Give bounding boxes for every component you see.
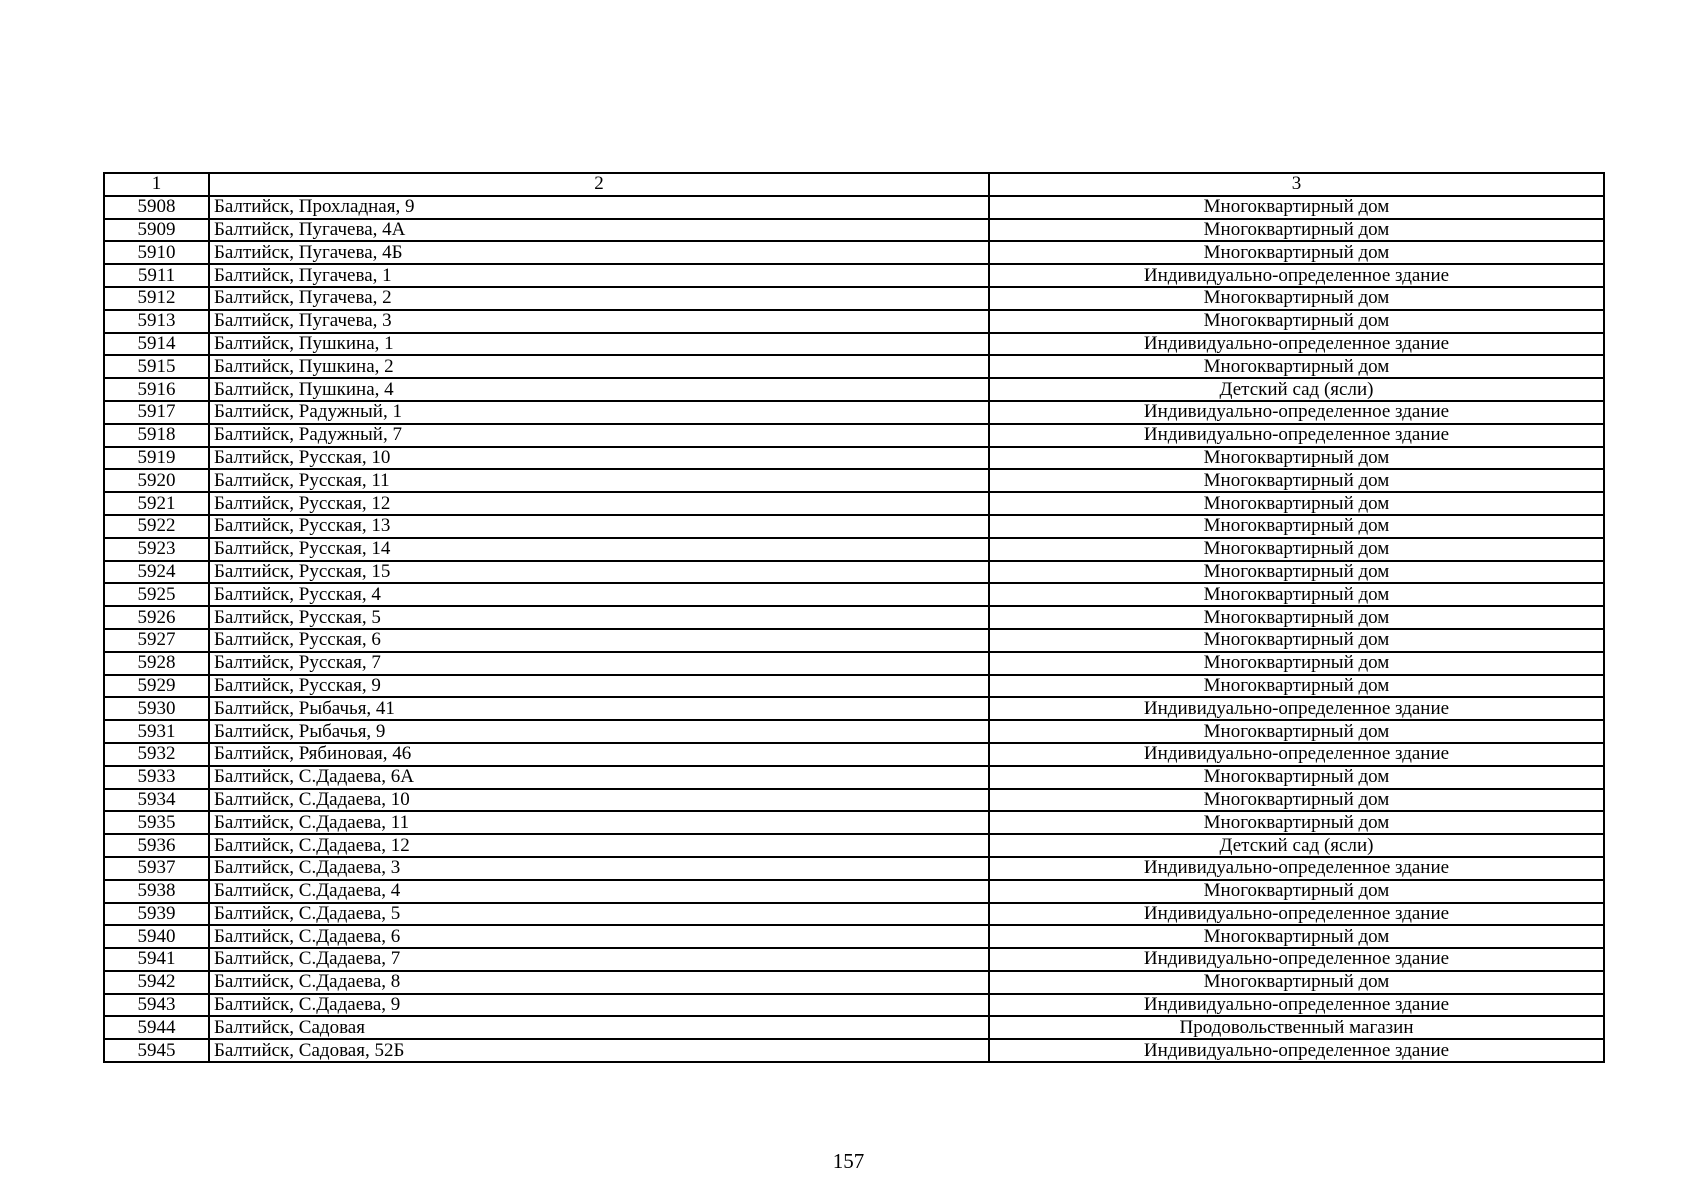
table-row	[104, 310, 1604, 333]
table-row	[104, 606, 1604, 629]
building-type-cell: Многоквартирный дом	[989, 241, 1604, 264]
row-number-cell: 5924	[104, 561, 209, 584]
row-number-cell: 5914	[104, 333, 209, 356]
address-cell: Балтийск, Русская, 9	[209, 675, 989, 698]
address-cell: Балтийск, Пушкина, 2	[209, 355, 989, 378]
building-type-cell: Многоквартирный дом	[989, 766, 1604, 789]
row-number-cell: 5910	[104, 241, 209, 264]
table-row	[104, 378, 1604, 401]
row-number-cell: 5918	[104, 424, 209, 447]
address-cell: Балтийск, С.Дадаева, 5	[209, 903, 989, 926]
building-type-cell: Многоквартирный дом	[989, 583, 1604, 606]
table-row	[104, 697, 1604, 720]
table-row	[104, 925, 1604, 948]
row-number-cell: 5922	[104, 515, 209, 538]
table-row	[104, 538, 1604, 561]
address-cell: Балтийск, Пушкина, 1	[209, 333, 989, 356]
table-row	[104, 948, 1604, 971]
row-number-cell: 5940	[104, 925, 209, 948]
address-cell: Балтийск, Пугачева, 1	[209, 264, 989, 287]
row-number-cell: 5912	[104, 287, 209, 310]
row-number-cell: 5933	[104, 766, 209, 789]
row-number-cell: 5928	[104, 652, 209, 675]
table-body	[104, 173, 1604, 1062]
address-cell: Балтийск, Русская, 13	[209, 515, 989, 538]
table-row	[104, 1016, 1604, 1039]
row-number-cell: 5942	[104, 971, 209, 994]
building-type-cell: Индивидуально-определенное здание	[989, 424, 1604, 447]
table-row	[104, 447, 1604, 470]
building-type-cell: Многоквартирный дом	[989, 652, 1604, 675]
table-row	[104, 629, 1604, 652]
table-row	[104, 789, 1604, 812]
building-type-cell: Многоквартирный дом	[989, 811, 1604, 834]
row-number-cell: 5909	[104, 219, 209, 242]
address-cell: Балтийск, С.Дадаева, 11	[209, 811, 989, 834]
table-row	[104, 652, 1604, 675]
row-number-cell: 5945	[104, 1039, 209, 1062]
address-cell: Балтийск, Пугачева, 4Б	[209, 241, 989, 264]
address-cell: Балтийск, Русская, 6	[209, 629, 989, 652]
row-number-cell: 5944	[104, 1016, 209, 1039]
table-row	[104, 720, 1604, 743]
address-cell: Балтийск, Рыбачья, 41	[209, 697, 989, 720]
table-row	[104, 333, 1604, 356]
address-cell: Балтийск, С.Дадаева, 12	[209, 834, 989, 857]
header-cell-1: 1	[104, 173, 209, 196]
row-number-cell: 5934	[104, 789, 209, 812]
address-cell: Балтийск, Пугачева, 2	[209, 287, 989, 310]
row-number-cell: 5923	[104, 538, 209, 561]
row-number-cell: 5931	[104, 720, 209, 743]
address-cell: Балтийск, С.Дадаева, 6А	[209, 766, 989, 789]
row-number-cell: 5932	[104, 743, 209, 766]
building-type-cell: Индивидуально-определенное здание	[989, 857, 1604, 880]
table-header-row	[104, 173, 1604, 196]
address-cell: Балтийск, Пугачева, 4А	[209, 219, 989, 242]
address-cell: Балтийск, Русская, 12	[209, 492, 989, 515]
table-row	[104, 492, 1604, 515]
building-type-cell: Детский сад (ясли)	[989, 378, 1604, 401]
row-number-cell: 5941	[104, 948, 209, 971]
address-cell: Балтийск, Садовая, 52Б	[209, 1039, 989, 1062]
row-number-cell: 5943	[104, 994, 209, 1017]
table-row	[104, 561, 1604, 584]
table-row	[104, 241, 1604, 264]
building-type-cell: Многоквартирный дом	[989, 355, 1604, 378]
address-cell: Балтийск, Пушкина, 4	[209, 378, 989, 401]
building-type-cell: Детский сад (ясли)	[989, 834, 1604, 857]
address-cell: Балтийск, С.Дадаева, 3	[209, 857, 989, 880]
header-cell-2: 2	[209, 173, 989, 196]
address-cell: Балтийск, С.Дадаева, 4	[209, 880, 989, 903]
table-row	[104, 469, 1604, 492]
building-type-cell: Индивидуально-определенное здание	[989, 333, 1604, 356]
row-number-cell: 5929	[104, 675, 209, 698]
address-cell: Балтийск, С.Дадаева, 9	[209, 994, 989, 1017]
table-row	[104, 1039, 1604, 1062]
building-type-cell: Многоквартирный дом	[989, 515, 1604, 538]
row-number-cell: 5926	[104, 606, 209, 629]
building-type-cell: Многоквартирный дом	[989, 629, 1604, 652]
row-number-cell: 5915	[104, 355, 209, 378]
row-number-cell: 5939	[104, 903, 209, 926]
address-cell: Балтийск, С.Дадаева, 6	[209, 925, 989, 948]
building-type-cell: Индивидуально-определенное здание	[989, 401, 1604, 424]
building-type-cell: Многоквартирный дом	[989, 675, 1604, 698]
row-number-cell: 5920	[104, 469, 209, 492]
building-type-cell: Многоквартирный дом	[989, 720, 1604, 743]
row-number-cell: 5919	[104, 447, 209, 470]
building-type-cell: Многоквартирный дом	[989, 287, 1604, 310]
table-row	[104, 515, 1604, 538]
building-type-cell: Многоквартирный дом	[989, 219, 1604, 242]
building-type-cell: Индивидуально-определенное здание	[989, 743, 1604, 766]
row-number-cell: 5921	[104, 492, 209, 515]
table-row	[104, 857, 1604, 880]
row-number-cell: 5936	[104, 834, 209, 857]
row-number-cell: 5908	[104, 196, 209, 219]
address-cell: Балтийск, Пугачева, 3	[209, 310, 989, 333]
building-type-cell: Многоквартирный дом	[989, 447, 1604, 470]
address-cell: Балтийск, Русская, 7	[209, 652, 989, 675]
table-row	[104, 355, 1604, 378]
building-type-cell: Многоквартирный дом	[989, 925, 1604, 948]
building-type-cell: Многоквартирный дом	[989, 789, 1604, 812]
row-number-cell: 5938	[104, 880, 209, 903]
address-cell: Балтийск, Прохладная, 9	[209, 196, 989, 219]
building-type-cell: Многоквартирный дом	[989, 492, 1604, 515]
building-type-cell: Многоквартирный дом	[989, 196, 1604, 219]
page-number: 157	[832, 1149, 865, 1173]
building-type-cell: Индивидуально-определенное здание	[989, 903, 1604, 926]
building-type-cell: Продовольственный магазин	[989, 1016, 1604, 1039]
row-number-cell: 5930	[104, 697, 209, 720]
building-type-cell: Многоквартирный дом	[989, 310, 1604, 333]
table-row	[104, 583, 1604, 606]
table-row	[104, 675, 1604, 698]
table-row	[104, 424, 1604, 447]
table-row	[104, 994, 1604, 1017]
table-row	[104, 287, 1604, 310]
address-cell: Балтийск, Рябиновая, 46	[209, 743, 989, 766]
building-type-cell: Многоквартирный дом	[989, 971, 1604, 994]
address-cell: Балтийск, Русская, 11	[209, 469, 989, 492]
address-cell: Балтийск, С.Дадаева, 7	[209, 948, 989, 971]
building-type-cell: Многоквартирный дом	[989, 469, 1604, 492]
address-cell: Балтийск, Русская, 4	[209, 583, 989, 606]
table-row	[104, 811, 1604, 834]
header-cell-3: 3	[989, 173, 1604, 196]
row-number-cell: 5917	[104, 401, 209, 424]
row-number-cell: 5935	[104, 811, 209, 834]
table-row	[104, 401, 1604, 424]
address-cell: Балтийск, Русская, 5	[209, 606, 989, 629]
row-number-cell: 5925	[104, 583, 209, 606]
table-row	[104, 219, 1604, 242]
address-cell: Балтийск, Русская, 15	[209, 561, 989, 584]
table-row	[104, 880, 1604, 903]
row-number-cell: 5913	[104, 310, 209, 333]
address-cell: Балтийск, Садовая	[209, 1016, 989, 1039]
building-type-cell: Индивидуально-определенное здание	[989, 264, 1604, 287]
address-cell: Балтийск, Радужный, 7	[209, 424, 989, 447]
table-row	[104, 903, 1604, 926]
address-cell: Балтийск, Русская, 14	[209, 538, 989, 561]
row-number-cell: 5927	[104, 629, 209, 652]
table-row	[104, 743, 1604, 766]
building-type-cell: Многоквартирный дом	[989, 538, 1604, 561]
building-type-cell: Индивидуально-определенное здание	[989, 994, 1604, 1017]
building-type-cell: Индивидуально-определенное здание	[989, 697, 1604, 720]
row-number-cell: 5911	[104, 264, 209, 287]
address-cell: Балтийск, Рыбачья, 9	[209, 720, 989, 743]
table-row	[104, 196, 1604, 219]
building-type-cell: Многоквартирный дом	[989, 561, 1604, 584]
building-type-cell: Многоквартирный дом	[989, 880, 1604, 903]
building-type-cell: Многоквартирный дом	[989, 606, 1604, 629]
address-cell: Балтийск, Русская, 10	[209, 447, 989, 470]
table-row	[104, 264, 1604, 287]
address-cell: Балтийск, С.Дадаева, 10	[209, 789, 989, 812]
address-cell: Балтийск, Радужный, 1	[209, 401, 989, 424]
row-number-cell: 5937	[104, 857, 209, 880]
building-type-cell: Индивидуально-определенное здание	[989, 948, 1604, 971]
buildings-table	[103, 172, 1605, 1063]
table-row	[104, 971, 1604, 994]
row-number-cell: 5916	[104, 378, 209, 401]
table-row	[104, 834, 1604, 857]
building-type-cell: Индивидуально-определенное здание	[989, 1039, 1604, 1062]
table-row	[104, 766, 1604, 789]
address-cell: Балтийск, С.Дадаева, 8	[209, 971, 989, 994]
